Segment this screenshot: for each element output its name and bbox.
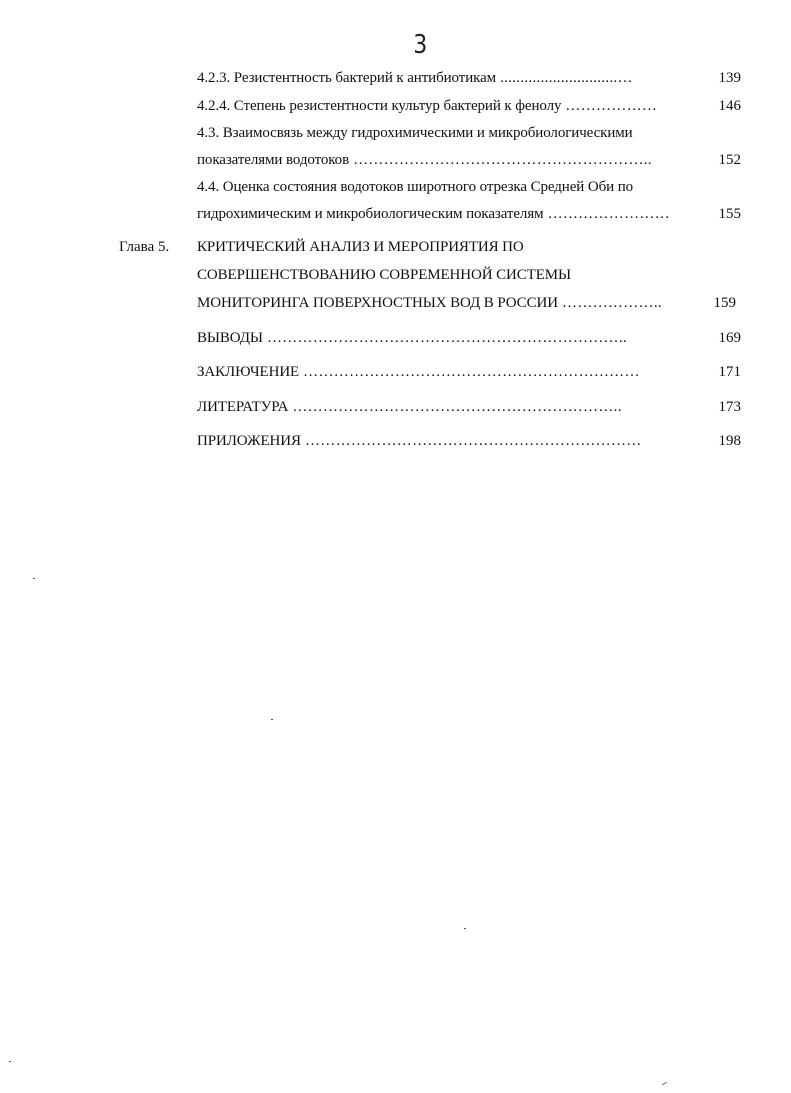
scan-speck	[9, 1061, 11, 1062]
leader-dots: ………………	[561, 98, 658, 114]
toc-page-ref: 139	[718, 70, 741, 86]
toc-entry-title: ВЫВОДЫ	[197, 330, 263, 346]
toc-entry-4-4-line2	[197, 205, 670, 223]
toc-page-ref: 169	[718, 330, 741, 346]
toc-section-conclusions	[197, 329, 627, 347]
toc-entry-4-3-line2	[197, 151, 652, 169]
scan-speck	[271, 719, 273, 720]
toc-entry-title: гидрохимическим и микробиологическим показателям	[197, 206, 544, 222]
chapter-title-text: СОВЕРШЕНСТВОВАНИЮ СОВРЕМЕННОЙ СИСТЕМЫ	[197, 267, 572, 283]
toc-entry-4-2-4	[197, 97, 657, 115]
scan-speck	[662, 1082, 667, 1085]
leader-dots: ……………………	[543, 206, 670, 222]
scan-speck	[464, 928, 466, 929]
toc-entry-title: ПРИЛОЖЕНИЯ	[197, 433, 301, 449]
toc-entry-title: ЗАКЛЮЧЕНИЕ	[197, 364, 300, 380]
leader-dots: ……………………………………………………………..	[262, 330, 627, 346]
toc-section-literature	[197, 398, 622, 416]
chapter-title-line2	[197, 266, 571, 284]
toc-section-summary	[197, 363, 640, 381]
leader-dots: …………………………………………………………	[300, 433, 642, 449]
leader-dots: .............................…	[496, 70, 633, 86]
scan-speck	[33, 578, 35, 579]
leader-dots: …………………………………………………………	[299, 364, 640, 380]
toc-entry-title: ЛИТЕРАТУРА	[197, 399, 289, 415]
toc-entry-4-3-line1	[197, 124, 633, 142]
chapter-title-line1	[197, 238, 524, 256]
leader-dots: …………………………………………………..	[349, 152, 652, 168]
leader-dots: ………………………………………………………..	[288, 399, 622, 415]
chapter-title-text: МОНИТОРИНГА ПОВЕРХНОСТНЫХ ВОД В РОССИИ	[197, 295, 558, 311]
page-number: 3	[413, 30, 428, 60]
toc-page-ref: 146	[718, 98, 741, 114]
toc-entry-title: 4.4. Оценка состояния водотоков широтного отрезка Средней Оби по	[197, 179, 634, 195]
toc-entry-title: показателями водотоков	[197, 152, 350, 168]
toc-page-ref: 159	[713, 295, 736, 311]
toc-entry-title: 4.2.3. Резистентность бактерий к антибиотикам	[197, 70, 497, 86]
chapter-title-text: КРИТИЧЕСКИЙ АНАЛИЗ И МЕРОПРИЯТИЯ ПО	[197, 239, 524, 255]
toc-page-ref: 155	[718, 206, 741, 222]
chapter-title-line3	[197, 294, 662, 312]
toc-page-ref: 173	[718, 399, 741, 415]
toc-page-ref: 198	[718, 433, 741, 449]
toc-page-ref: 152	[718, 152, 741, 168]
leader-dots: ………………..	[557, 295, 662, 311]
toc-section-appendices	[197, 432, 642, 450]
toc-entry-4-4-line1	[197, 178, 633, 196]
toc-page-ref: 171	[718, 364, 741, 380]
chapter-label: Глава 5.	[119, 239, 170, 255]
toc-entry-title: 4.3. Взаимосвязь между гидрохимическими и микробиологическими	[197, 125, 633, 141]
toc-entry-4-2-3	[197, 69, 633, 87]
toc-entry-title: 4.2.4. Степень резистентности культур бактерий к фенолу	[197, 98, 562, 114]
